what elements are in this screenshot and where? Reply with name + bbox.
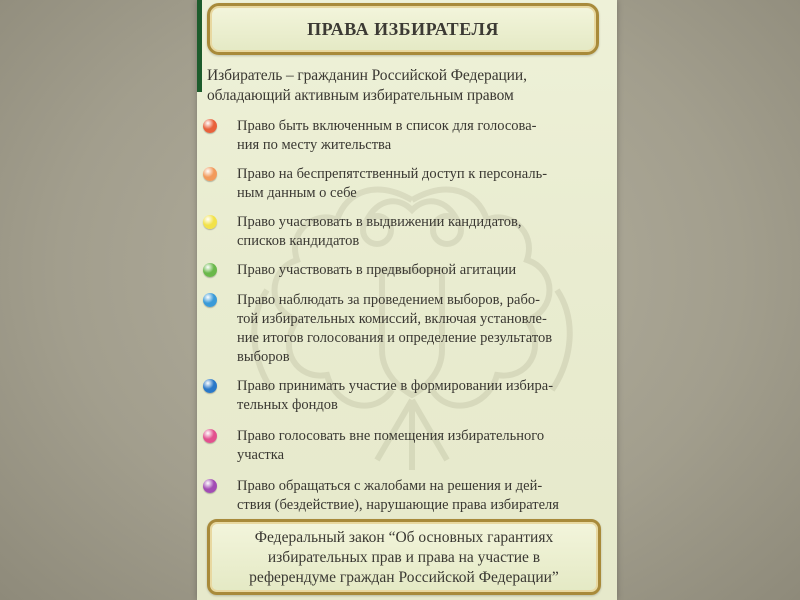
right-text-line: участка xyxy=(237,447,285,463)
bullet-dot-icon xyxy=(203,263,217,277)
bullet-dot-icon xyxy=(203,479,217,493)
right-text-line: Право участвовать в выдвижении кандидатов, xyxy=(237,214,522,230)
right-text-line: той избирательных комиссий, включая установле- xyxy=(237,311,547,327)
bullet-dot-icon xyxy=(203,215,217,229)
bullet-dot-icon xyxy=(203,167,217,181)
right-text-line: Право наблюдать за проведением выборов, рабо- xyxy=(237,292,540,308)
bullet-dot-icon xyxy=(203,119,217,133)
bullet-dot-icon xyxy=(203,429,217,443)
right-text-line: Право на беспрепятственный доступ к персональ- xyxy=(237,166,548,182)
bullet-dot-icon xyxy=(203,293,217,307)
law-title-line: референдуме граждан Российской Федерации” xyxy=(249,569,559,586)
poster-title: ПРАВА ИЗБИРАТЕЛЯ xyxy=(307,18,499,39)
voter-rights-poster xyxy=(197,0,617,600)
right-text-line: тельных фондов xyxy=(237,397,338,413)
law-title-line: Федеральный закон “Об основных гарантиях xyxy=(254,529,554,546)
right-text-line: ным данным о себе xyxy=(237,185,357,201)
right-text-line: выборов xyxy=(237,349,290,365)
right-text-line: Право голосовать вне помещения избирательного xyxy=(237,428,545,444)
right-text-line: ствия (бездействие), нарушающие права избирателя xyxy=(237,497,559,513)
right-text-line: Право участвовать в предвыборной агитации xyxy=(237,262,517,278)
definition-line: обладающий активным избирательным правом xyxy=(207,87,514,104)
right-text-line: Право обращаться с жалобами на решения и дей- xyxy=(237,478,543,494)
definition-line: Избиратель – гражданин Российской Федерации, xyxy=(207,67,527,84)
rights-list xyxy=(197,0,617,600)
right-text-line: ния по месту жительства xyxy=(237,137,392,153)
bullet-dot-icon xyxy=(203,379,217,393)
law-title-line: избирательных прав и права на участие в xyxy=(267,549,541,566)
right-text-line: Право принимать участие в формировании избира- xyxy=(237,378,554,394)
federal-law-banner xyxy=(207,519,601,595)
right-text-line: Право быть включенным в список для голосова- xyxy=(237,118,537,134)
right-text-line: ние итогов голосования и определение результатов xyxy=(237,330,553,346)
right-text-line: списков кандидатов xyxy=(237,233,360,249)
